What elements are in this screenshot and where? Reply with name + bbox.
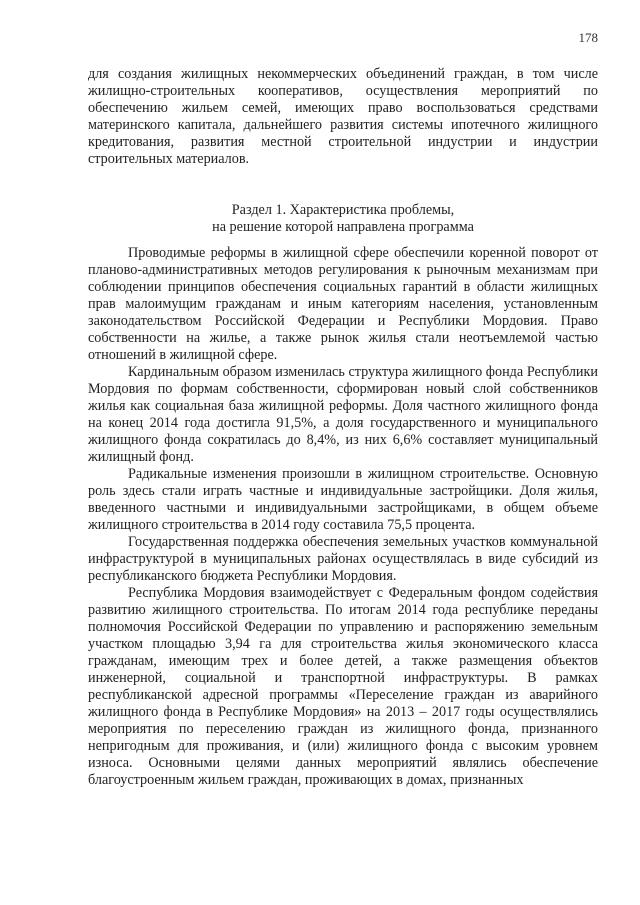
paragraph-state-support: Государственная поддержка обеспечения земельных участков коммунальной инфраструктурой в муниципальных районах осуществлялась в виде субсидий из республиканского бюджета Республики Мордовия. xyxy=(88,534,598,584)
paragraph-reforms: Проводимые реформы в жилищной сфере обеспечили коренной поворот от планово-административных методов регулирования к рыночным механизмам при соблюдении принципов обеспечения социальных гарантий в области жилищных прав малоимущим гражданам и иным категориям населения, установленным законодательством Российской Федерации и Республики Мордовия. Право собственности на жилье, а также рынок жилья стали неотъемлемой частью отношений в жилищной сфере. xyxy=(88,245,598,363)
body-text xyxy=(88,245,598,789)
paragraph-federal-fund: Республика Мордовия взаимодействует с Федеральным фондом содействия развитию жилищного строительства. По итогам 2014 года республике переданы полномочия Российской Федерации по управлению и распоряжению земельным участком площадью 3,94 га для строительства жилья экономического класса гражданам, имеющим трех и более детей, а также размещения объектов инженерной, социальной и транспортной инфраструктуры. В рамках республиканской адресной программы «Переселение граждан из аварийного жилищного фонда в Республике Мордовия» на 2013 – 2017 годы осуществлялись мероприятия по переселению граждан из жилищного фонда, признанного непригодным для проживания, и (или) жилищного фонда с высоким уровнем износа. Основными целями данных мероприятий являлись обеспечение благоустроенным жильем граждан, проживающих в домах, признанных xyxy=(88,585,598,788)
section-title-line-1: Раздел 1. Характеристика проблемы, xyxy=(231,202,455,218)
section-title-line-2: на решение которой направлена программа xyxy=(212,219,474,235)
intro-paragraph xyxy=(88,66,598,168)
page-number: 178 xyxy=(578,30,598,45)
paragraph-housing-stock: Кардинальным образом изменилась структура жилищного фонда Республики Мордовия по формам собственности, сформирован новый слой собственников жилья как социальная база жилищной реформы. Доля частного жилищного фонда на конец 2014 года достигла 91,5%, а доля государственного и муниципального жилищного фонда сократилась до 8,4%, из них 6,6% составляет муниципальный жилищный фонд. xyxy=(88,364,598,465)
section-heading xyxy=(88,202,598,236)
intro-text: для создания жилищных некоммерческих объединений граждан, в том числе жилищно-строительных кооперативов, осуществления мероприятий по обеспечению жильем семей, имеющих право воспользоваться средствами материнского капитала, дальнейшего развития системы ипотечного жилищного кредитования, развития местной строительной индустрии и индустрии строительных материалов. xyxy=(88,66,598,167)
paragraph-construction: Радикальные изменения произошли в жилищном строительстве. Основную роль здесь стали играть частные и индивидуальные застройщики. Доля жилья, введенного частными и индивидуальными застройщиками, в общем объеме жилищного строительства в 2014 году составила 75,5 процента. xyxy=(88,466,598,533)
